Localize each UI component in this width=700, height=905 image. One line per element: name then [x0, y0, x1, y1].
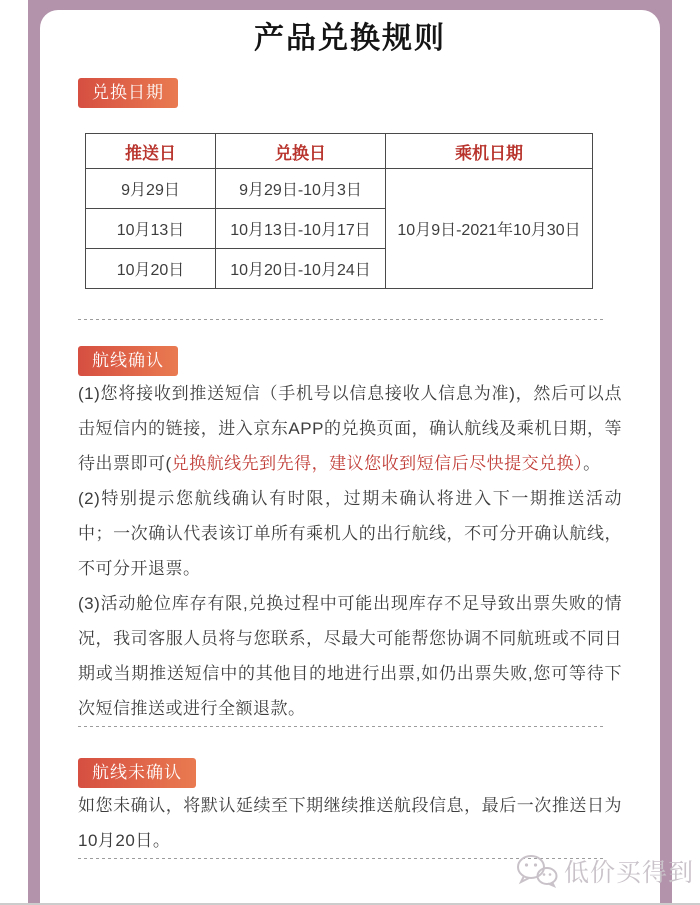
badge-route-confirm: 航线确认 — [78, 346, 178, 376]
dashed-divider — [78, 726, 606, 727]
push-day-cell: 9月29日 — [86, 169, 216, 209]
paragraph-route-confirm-2: (2)特别提示您航线确认有时限，过期未确认将进入下一期推送活动中；一次确认代表该订单所有乘机人的出行航线，不可分开确认航线，不可分开退票。 — [78, 489, 622, 578]
table-row — [86, 169, 593, 209]
col-header-push-day: 推送日 — [86, 134, 216, 169]
flight-date-cell: 10月9日-2021年10月30日 — [386, 169, 593, 289]
paragraph-route-unconfirmed: 如您未确认，将默认延续至下期继续推送航段信息，最后一次推送日为10月20日。 — [78, 796, 622, 850]
badge-route-unconfirmed: 航线未确认 — [78, 758, 196, 788]
content-card — [40, 10, 660, 905]
watermark-label: 低价买得到 — [563, 859, 694, 887]
push-day-cell: 10月13日 — [86, 209, 216, 249]
paragraph-route-confirm-3: (3)活动舱位库存有限,兑换过程中可能出现库存不足导致出票失败的情况，我司客服人员将与您联系，尽最大可能帮您协调不同航班或不同日期或当期推送短信中的其他目的地进行出票,如仍出票失败,您可等待下次短信推送或进行全额退款。 — [78, 594, 622, 718]
paragraph-route-confirm-1 — [78, 376, 622, 481]
dashed-divider — [78, 319, 606, 320]
highlight-red-text: 兑换航线先到先得，建议您收到短信后尽快提交兑换） — [171, 454, 584, 473]
exchange-day-cell: 9月29日-10月3日 — [216, 169, 386, 209]
paragraph-text: (1)您将接收到推送短信（手机号以信息接收人信息为准)，然后可以点击短信内的链接，进入京东APP的兑换页面，确认航线及乘机日期，等待出票即可( — [78, 384, 622, 473]
exchange-schedule-table — [85, 133, 593, 289]
col-header-flight-date: 乘机日期 — [386, 134, 593, 169]
wechat-icon — [516, 854, 558, 888]
paragraph-text: 。 — [583, 454, 601, 473]
page-title: 产品兑换规则 — [254, 22, 446, 55]
push-day-cell: 10月20日 — [86, 249, 216, 289]
exchange-day-cell: 10月20日-10月24日 — [216, 249, 386, 289]
watermark — [516, 853, 694, 889]
exchange-day-cell: 10月13日-10月17日 — [216, 209, 386, 249]
col-header-exchange-day: 兑换日 — [216, 134, 386, 169]
table-header-row — [86, 134, 593, 169]
badge-exchange-date: 兑换日期 — [78, 78, 178, 108]
